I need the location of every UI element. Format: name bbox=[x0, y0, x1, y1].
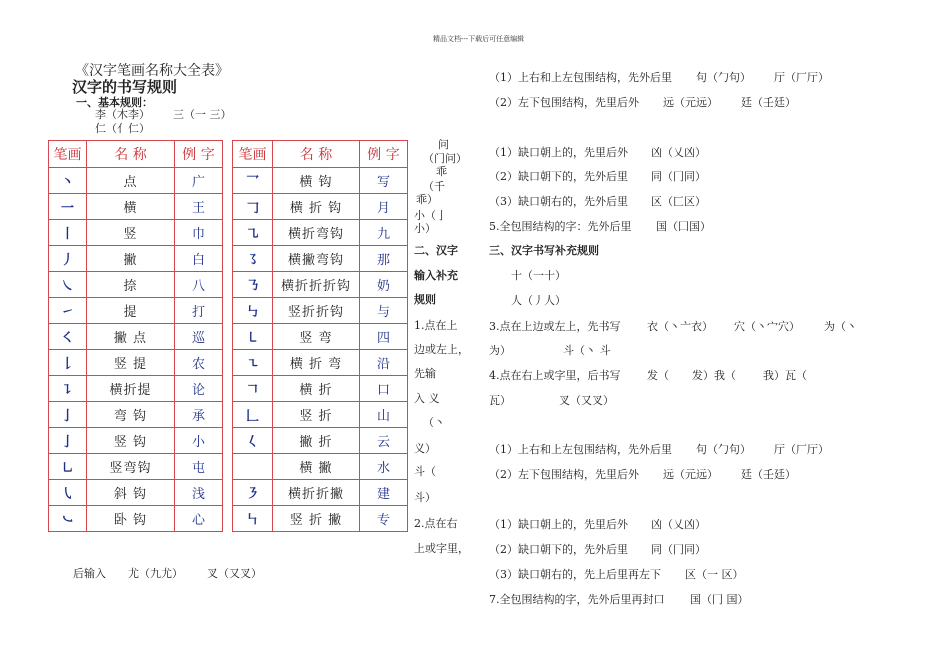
stroke-name: 竖折折钩 bbox=[273, 298, 360, 324]
rule-example: 厅（厂厅） bbox=[774, 443, 829, 456]
rule-line: （2）左下包围结构，先里后外 bbox=[489, 468, 639, 481]
table-row bbox=[233, 168, 408, 194]
stroke-glyph: ㇍ bbox=[233, 350, 273, 376]
example-char: 广 bbox=[175, 168, 223, 194]
example-char: 那 bbox=[360, 246, 408, 272]
stroke-glyph: ㇛ bbox=[49, 324, 87, 350]
stroke-name: 横 钩 bbox=[273, 168, 360, 194]
table-row bbox=[49, 506, 223, 532]
example-char: 王 bbox=[175, 194, 223, 220]
example-char: 口 bbox=[360, 376, 408, 402]
rule-example: 十（一十） bbox=[511, 269, 566, 282]
stroke-name: 横折折撇 bbox=[273, 480, 360, 506]
rule-example: 发）我（ bbox=[692, 369, 736, 382]
middle-text-line: 小） bbox=[414, 222, 436, 235]
table-header: 笔画 bbox=[233, 141, 273, 168]
example-char: 浅 bbox=[175, 480, 223, 506]
stroke-name: 捺 bbox=[87, 272, 175, 298]
rule-line: （1）缺口朝上的，先里后外 bbox=[489, 518, 628, 531]
table-row bbox=[49, 324, 223, 350]
rule-example: 厅（厂厅） bbox=[774, 71, 829, 84]
table-row bbox=[49, 350, 223, 376]
stroke-name: 横 撇 bbox=[273, 454, 360, 480]
example-char: 九 bbox=[360, 220, 408, 246]
table-row bbox=[233, 298, 408, 324]
middle-text-line: 2.点在右 bbox=[414, 517, 458, 530]
middle-text-line: 义） bbox=[414, 442, 436, 455]
middle-text-line: 先输 bbox=[414, 367, 436, 380]
rule-line: （1）上右和上左包围结构，先外后里 bbox=[489, 443, 672, 456]
table-row bbox=[233, 272, 408, 298]
stroke-glyph: 丨 bbox=[49, 220, 87, 246]
middle-text-line: 规则 bbox=[414, 293, 436, 306]
middle-text-line: 边或左上， bbox=[414, 343, 469, 356]
example-char: 巾 bbox=[175, 220, 223, 246]
rule-line: 7.全包围结构的字，先外后里再封口 bbox=[489, 593, 665, 606]
example-char: 云 bbox=[360, 428, 408, 454]
example-char: 白 bbox=[175, 246, 223, 272]
stroke-name: 竖 折 撇 bbox=[273, 506, 360, 532]
table-row bbox=[49, 298, 223, 324]
stroke-glyph: ㇃ bbox=[49, 506, 87, 532]
rule-example: 人（丿人） bbox=[511, 294, 566, 307]
stroke-name: 点 bbox=[87, 168, 175, 194]
stroke-glyph: ㇊ bbox=[49, 376, 87, 402]
example-char: 水 bbox=[360, 454, 408, 480]
rule-line: （1）上右和上左包围结构，先外后里 bbox=[489, 71, 672, 84]
stroke-glyph: ㇋ bbox=[233, 480, 273, 506]
example-char: 农 bbox=[175, 350, 223, 376]
stroke-glyph: 𡿨 bbox=[233, 428, 273, 454]
stroke-name: 卧 钩 bbox=[87, 506, 175, 532]
stroke-name: 竖 提 bbox=[87, 350, 175, 376]
rule-line: （3）缺口朝右的，先上后里再左下 bbox=[489, 568, 661, 581]
stroke-name: 撇 点 bbox=[87, 324, 175, 350]
rule-example: 穴（丶宀穴） bbox=[734, 320, 800, 333]
header-note: 精品文档---下载后可任意编辑 bbox=[433, 35, 525, 43]
stroke-glyph: ㇌ bbox=[233, 246, 273, 272]
table-row bbox=[233, 402, 408, 428]
rule-example: 我）瓦（ bbox=[763, 369, 807, 382]
table-row bbox=[49, 246, 223, 272]
example-char: 与 bbox=[360, 298, 408, 324]
rule-example: 斗（丶 斗 bbox=[563, 344, 611, 357]
example-char: 承 bbox=[175, 402, 223, 428]
rule-line: 瓦） bbox=[489, 394, 511, 407]
stroke-name: 竖 bbox=[87, 220, 175, 246]
table-row bbox=[49, 454, 223, 480]
middle-text-line: （门问） bbox=[423, 152, 467, 165]
rule-example: 廷（壬廷） bbox=[741, 468, 796, 481]
stroke-table-left bbox=[48, 140, 223, 532]
stroke-glyph: 一 bbox=[49, 194, 87, 220]
table-row bbox=[49, 220, 223, 246]
rule-example: 廷（壬廷） bbox=[741, 96, 796, 109]
stroke-table-right bbox=[232, 140, 408, 532]
stroke-name: 竖 钩 bbox=[87, 428, 175, 454]
middle-text-line: 上或字里， bbox=[414, 542, 469, 555]
middle-text-line: 斗（ bbox=[414, 465, 436, 478]
stroke-glyph: 𠃍 bbox=[233, 376, 273, 402]
table-row bbox=[49, 480, 223, 506]
stroke-glyph: 乛 bbox=[233, 168, 273, 194]
stroke-name: 斜 钩 bbox=[87, 480, 175, 506]
rule-example: 远（元远） bbox=[663, 468, 718, 481]
middle-text-line: 小（亅 bbox=[414, 209, 447, 222]
table-header: 名 称 bbox=[87, 141, 175, 168]
rule-example: 凶（乂凶） bbox=[651, 518, 706, 531]
basic-rule-example: 三（一 三） bbox=[173, 108, 232, 121]
rule-example: 句（勹句） bbox=[696, 443, 751, 456]
example-char: 山 bbox=[360, 402, 408, 428]
example-char: 沿 bbox=[360, 350, 408, 376]
middle-text-line: 二、汉字 bbox=[414, 244, 458, 257]
table-row bbox=[233, 246, 408, 272]
middle-text-line: （丶 bbox=[423, 416, 445, 429]
stroke-name: 竖弯钩 bbox=[87, 454, 175, 480]
stroke-glyph bbox=[233, 454, 273, 480]
example-char: 屯 bbox=[175, 454, 223, 480]
table-row bbox=[233, 350, 408, 376]
stroke-name: 横 bbox=[87, 194, 175, 220]
rule-line: （2）缺口朝下的，先外后里 bbox=[489, 543, 628, 556]
table-row bbox=[233, 324, 408, 350]
example-char: 打 bbox=[175, 298, 223, 324]
rule-example: 国（囗国） bbox=[656, 220, 711, 233]
example-char: 建 bbox=[360, 480, 408, 506]
bottom-example: 尤（九尤） bbox=[128, 567, 183, 580]
rule-example: 区（匚区） bbox=[651, 195, 706, 208]
table-row bbox=[49, 194, 223, 220]
example-char: 论 bbox=[175, 376, 223, 402]
rule-example: 为（丶 bbox=[824, 320, 857, 333]
basic-rule-example: 仁（亻仁） bbox=[95, 122, 150, 135]
stroke-glyph: 亅 bbox=[49, 428, 87, 454]
stroke-glyph: ㇈ bbox=[233, 220, 273, 246]
middle-text-line: 输入补充 bbox=[414, 269, 458, 282]
example-char: 巡 bbox=[175, 324, 223, 350]
table-row bbox=[233, 220, 408, 246]
stroke-name: 提 bbox=[87, 298, 175, 324]
stroke-name: 横撇弯钩 bbox=[273, 246, 360, 272]
rule-line: 5.全包围结构的字：先外后里 bbox=[489, 220, 632, 233]
stroke-name: 竖 弯 bbox=[273, 324, 360, 350]
example-char: 四 bbox=[360, 324, 408, 350]
stroke-glyph: ㇟ bbox=[49, 454, 87, 480]
section-title: 汉字的书写规则 bbox=[72, 78, 178, 96]
table-row bbox=[233, 194, 408, 220]
stroke-glyph: ㇀ bbox=[49, 298, 87, 324]
basic-rule-example: 李（木李） bbox=[95, 108, 150, 121]
example-char: 写 bbox=[360, 168, 408, 194]
stroke-name: 撇 折 bbox=[273, 428, 360, 454]
stroke-glyph: ㇂ bbox=[49, 480, 87, 506]
table-row bbox=[49, 168, 223, 194]
rule-line: （3）缺口朝右的，先外后里 bbox=[489, 195, 628, 208]
table-header: 例 字 bbox=[175, 141, 223, 168]
rule-line: 3.点在上边或左上，先书写 bbox=[489, 320, 621, 333]
rule-line: （1）缺口朝上的，先里后外 bbox=[489, 146, 628, 159]
middle-text-line: 乖） bbox=[416, 193, 438, 206]
table-row bbox=[233, 506, 408, 532]
rule-line: （2）左下包围结构，先里后外 bbox=[489, 96, 639, 109]
rule-example: 衣（丶亠衣） bbox=[647, 320, 713, 333]
rule-example: 同（冂同） bbox=[651, 170, 706, 183]
stroke-glyph: 丿 bbox=[49, 246, 87, 272]
stroke-name: 竖 折 bbox=[273, 402, 360, 428]
stroke-glyph: ㇡ bbox=[233, 272, 273, 298]
table-row bbox=[233, 480, 408, 506]
stroke-glyph: ㇉ bbox=[233, 298, 273, 324]
middle-text-line: 斗） bbox=[414, 491, 436, 504]
table-header: 笔画 bbox=[49, 141, 87, 168]
stroke-name: 横 折 bbox=[273, 376, 360, 402]
stroke-glyph: 𠃊 bbox=[233, 402, 273, 428]
document-title: 《汉字笔画名称大全表》 bbox=[75, 63, 229, 79]
rule-example: 叉（又叉） bbox=[559, 394, 614, 407]
middle-text-line: 乖 bbox=[436, 165, 447, 178]
middle-text-line: 问 bbox=[438, 138, 449, 151]
table-row bbox=[233, 428, 408, 454]
stroke-glyph: ㇄ bbox=[233, 324, 273, 350]
table-row bbox=[49, 402, 223, 428]
example-char: 小 bbox=[175, 428, 223, 454]
bottom-example: 叉（又叉） bbox=[207, 567, 262, 580]
example-char: 心 bbox=[175, 506, 223, 532]
rule-example: 区（一 区） bbox=[685, 568, 744, 581]
stroke-glyph: 𠄌 bbox=[49, 350, 87, 376]
stroke-name: 横 折 钩 bbox=[273, 194, 360, 220]
stroke-glyph: 丶 bbox=[49, 168, 87, 194]
table-row bbox=[49, 272, 223, 298]
example-char: 专 bbox=[360, 506, 408, 532]
stroke-name: 撇 bbox=[87, 246, 175, 272]
section-heading: 三、汉字书写补充规则 bbox=[489, 244, 599, 257]
rule-example: 句（勹句） bbox=[696, 71, 751, 84]
rule-example: 远（元远） bbox=[663, 96, 718, 109]
stroke-glyph: 亅 bbox=[49, 402, 87, 428]
middle-text-line: 入 义 bbox=[414, 392, 440, 405]
example-char: 奶 bbox=[360, 272, 408, 298]
table-row bbox=[49, 428, 223, 454]
bottom-text: 后输入 bbox=[73, 567, 106, 580]
stroke-glyph: 𠃌 bbox=[233, 194, 273, 220]
stroke-name: 横折折折钩 bbox=[273, 272, 360, 298]
stroke-name: 弯 钩 bbox=[87, 402, 175, 428]
stroke-glyph: ㇏ bbox=[49, 272, 87, 298]
rule-line: 4.点在右上或字里，后书写 bbox=[489, 369, 621, 382]
stroke-name: 横折弯钩 bbox=[273, 220, 360, 246]
table-header: 名 称 bbox=[273, 141, 360, 168]
table-header: 例 字 bbox=[360, 141, 408, 168]
rule-example: 凶（乂凶） bbox=[651, 146, 706, 159]
basic-rules-heading: 一、基本规则： bbox=[76, 96, 153, 109]
stroke-name: 横 折 弯 bbox=[273, 350, 360, 376]
example-char: 月 bbox=[360, 194, 408, 220]
stroke-glyph: ㇞ bbox=[233, 506, 273, 532]
example-char: 八 bbox=[175, 272, 223, 298]
rule-line: （2）缺口朝下的，先外后里 bbox=[489, 170, 628, 183]
rule-example: 国（冂 国） bbox=[690, 593, 749, 606]
rule-line: 为） bbox=[489, 344, 511, 357]
middle-text-line: （千 bbox=[423, 180, 445, 193]
table-row bbox=[233, 454, 408, 480]
table-row bbox=[233, 376, 408, 402]
middle-text-line: 1.点在上 bbox=[414, 319, 458, 332]
rule-example: 同（冂同） bbox=[651, 543, 706, 556]
table-row bbox=[49, 376, 223, 402]
stroke-name: 横折提 bbox=[87, 376, 175, 402]
rule-example: 发（ bbox=[647, 369, 669, 382]
